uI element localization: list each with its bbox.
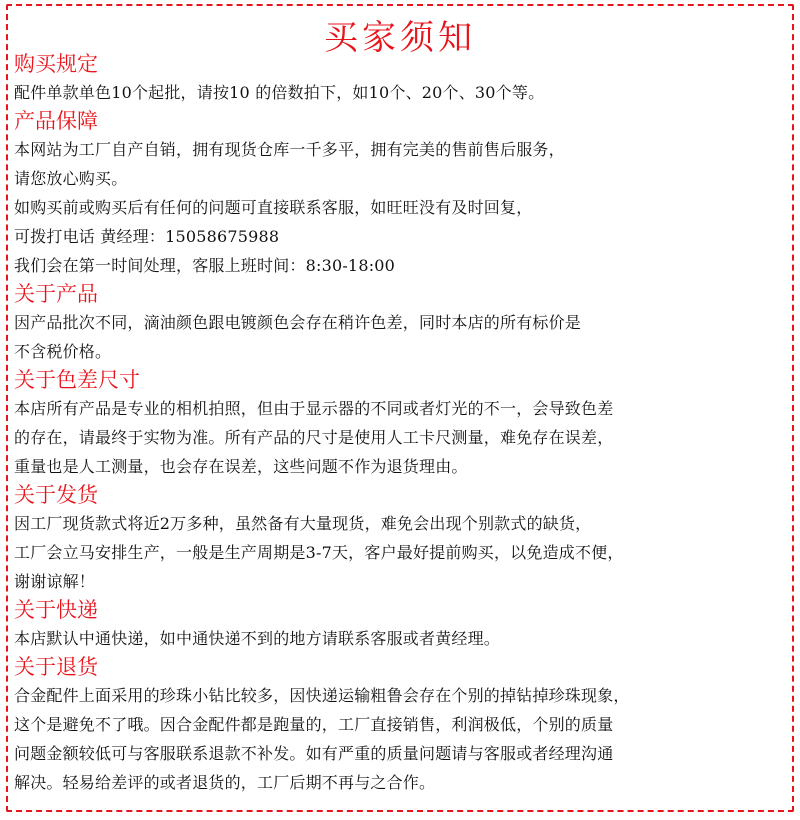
body-line: 工厂会立马安排生产，一般是生产周期是3-7天，客户最好提前购买，以免造成不便，: [14, 543, 624, 562]
section-shipping: [14, 481, 790, 596]
body-line: 的存在，请最终于实物为准。所有产品的尺寸是使用人工卡尺测量，难免存在误差，: [14, 428, 614, 447]
body-line: 谢谢谅解！: [14, 572, 96, 591]
body-line: 配件单款单色10个起批，请按10 的倍数拍下，如10个、20个、30个等。: [14, 83, 545, 102]
page-title: 买家须知: [324, 18, 476, 58]
section-heading: 关于发货: [14, 483, 98, 507]
body-line: 合金配件上面采用的珍珠小钻比较多，因快递运输粗鲁会存在个别的掉钻掉珍珠现象，: [14, 686, 630, 705]
body-line: 本店所有产品是专业的相机拍照，但由于显示器的不同或者灯光的不一，会导致色差: [14, 399, 614, 418]
body-line: 如购买前或购买后有任何的问题可直接联系客服，如旺旺没有及时回复，: [14, 198, 533, 217]
body-line: 不含税价格。: [14, 342, 112, 361]
body-line: 因工厂现货款式将近2万多种，虽然备有大量现货，难免会出现个别款式的缺货，: [14, 514, 592, 533]
section-purchase-rules: [14, 50, 790, 107]
section-heading: 关于产品: [14, 282, 98, 306]
body-line: 本店默认中通快递，如中通快递不到的地方请联系客服或者黄经理。: [14, 629, 501, 648]
section-heading: 购买规定: [14, 52, 98, 76]
body-line: 问题金额较低可与客服联系退款不补发。如有严重的质量问题请与客服或者经理沟通: [14, 744, 614, 763]
body-line: 重量也是人工测量，也会存在误差，这些问题不作为退货理由。: [14, 457, 468, 476]
section-color-size: [14, 366, 790, 481]
section-product-guarantee: [14, 107, 790, 280]
body-line: 可拨打电话 黄经理：15058675988: [14, 227, 280, 246]
section-about-products: [14, 280, 790, 366]
section-heading: 关于快递: [14, 598, 98, 622]
section-returns: [14, 653, 790, 797]
section-heading: 关于退货: [14, 655, 98, 679]
body-line: 本网站为工厂自产自销，拥有现货仓库一千多平，拥有完美的售前售后服务，: [14, 140, 565, 159]
body-line: 解决。轻易给差评的或者退货的，工厂后期不再与之合作。: [14, 773, 436, 792]
section-courier: [14, 596, 790, 653]
body-line: 因产品批次不同，滴油颜色跟电镀颜色会存在稍许色差，同时本店的所有标价是: [14, 313, 582, 332]
body-line: 请您放心购买。: [14, 169, 128, 188]
section-heading: 关于色差尺寸: [14, 368, 140, 392]
section-heading: 产品保障: [14, 109, 98, 133]
notice-body: [14, 50, 790, 797]
body-line: 这个是避免不了哦。因合金配件都是跑量的，工厂直接销售，利润极低，个别的质量: [14, 715, 614, 734]
body-line: 我们会在第一时间处理，客服上班时间：8:30-18:00: [14, 256, 396, 275]
